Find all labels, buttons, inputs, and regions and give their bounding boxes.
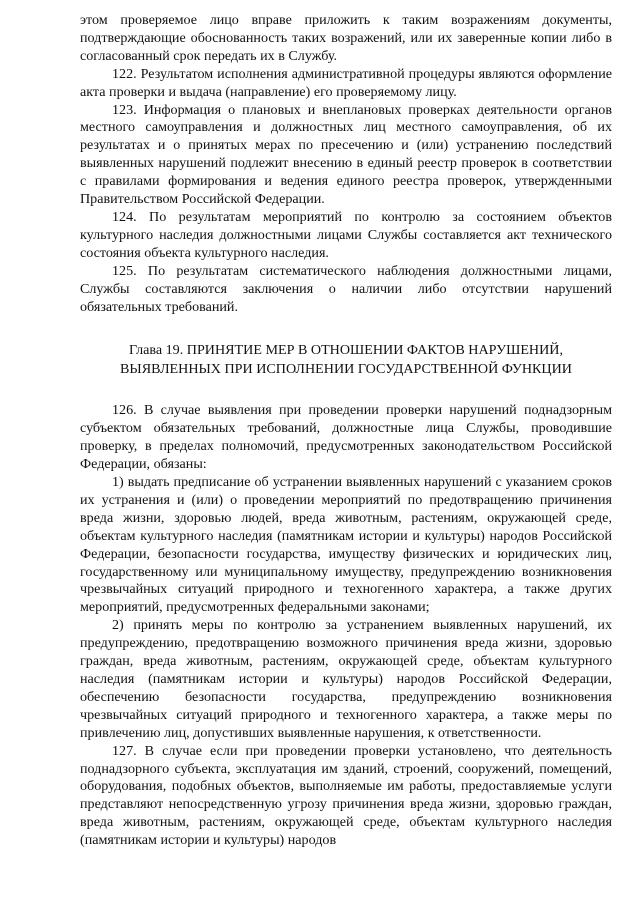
paragraph-123: 123. Информация о плановых и внеплановых проверках деятельности органов местного самоуправления и должностных лиц местного самоуправления, об их результатах и о принятых мерах по пресечению и (или) устранению последствий выявленных нарушений подлежит внесению в единый реестр проверок в соответствии с правилами формирования и ведения единого реестра проверок, утвержденными Правительством Российской Федерации.	[80, 101, 612, 208]
paragraph-126: 126. В случае выявления при проведении проверки нарушений поднадзорным субъектом обязательных требований, должностные лица Службы, проводившие проверку, в пределах полномочий, предусмотренных законодательством Российской Федерации, обязаны:	[80, 402, 612, 473]
chapter-heading	[80, 341, 612, 378]
paragraph-122: 122. Результатом исполнения административной процедуры являются оформление акта проверки и выдача (направление) его проверяемому лицу.	[80, 65, 612, 100]
paragraph-124: 124. По результатам мероприятий по контролю за состоянием объектов культурного наследия должностными лицами Службы составляется акт технического состояния объекта культурного наследия.	[80, 208, 612, 261]
document-page	[80, 12, 612, 850]
chapter-heading-line-2: ВЫЯВЛЕННЫХ ПРИ ИСПОЛНЕНИИ ГОСУДАРСТВЕННОЙ ФУНКЦИИ	[120, 360, 572, 377]
paragraph-continuation: этом проверяемое лицо вправе приложить к таким возражениям документы, подтверждающие обоснованность таких возражений, или их заверенные копии либо в согласованный срок передать их в Службу.	[80, 12, 612, 64]
paragraph-126-item-2: 2) принять меры по контролю за устранением выявленных нарушений, их предупреждению, предотвращению возможного причинения вреда жизни, здоровью граждан, вреда животным, растениям, окружающей среде, объектам культурного наследия (памятникам истории и культуры) народов Российской Федерации, обеспечению безопасности государства, предупреждению возникновения чрезвычайных ситуаций природного и техногенного характера, а также меры по привлечению лиц, допустивших выявленные нарушения, к ответственности.	[80, 617, 612, 741]
paragraph-127: 127. В случае если при проведении проверки установлено, что деятельность поднадзорного субъекта, эксплуатация им зданий, строений, сооружений, помещений, оборудования, подобных объектов, выполняемые им работы, предоставляемые услуги представляют непосредственную угрозу причинения вреда жизни, здоровью граждан, вреда животным, растениям, окружающей среде, объектам культурного наследия (памятникам истории и культуры) народов	[80, 742, 612, 849]
chapter-heading-line-1: Глава 19. ПРИНЯТИЕ МЕР В ОТНОШЕНИИ ФАКТОВ НАРУШЕНИЙ,	[129, 342, 563, 359]
paragraph-125: 125. По результатам систематического наблюдения должностными лицами, Службы составляются заключения о наличии либо отсутствии нарушений обязательных требований.	[80, 262, 612, 315]
paragraph-126-item-1: 1) выдать предписание об устранении выявленных нарушений с указанием сроков их устранения и (или) о проведении мероприятий по предотвращению причинения вреда жизни, здоровью людей, вреда животным, растениям, окружающей среде, объектам культурного наследия (памятникам истории и культуры) народов Российской Федерации, безопасности государства, имуществу физических и юридических лиц, государственному или муниципальному имуществу, предупреждению возникновения чрезвычайных ситуаций природного и техногенного характера, а также других мероприятий, предусмотренных федеральными законами;	[80, 474, 612, 616]
